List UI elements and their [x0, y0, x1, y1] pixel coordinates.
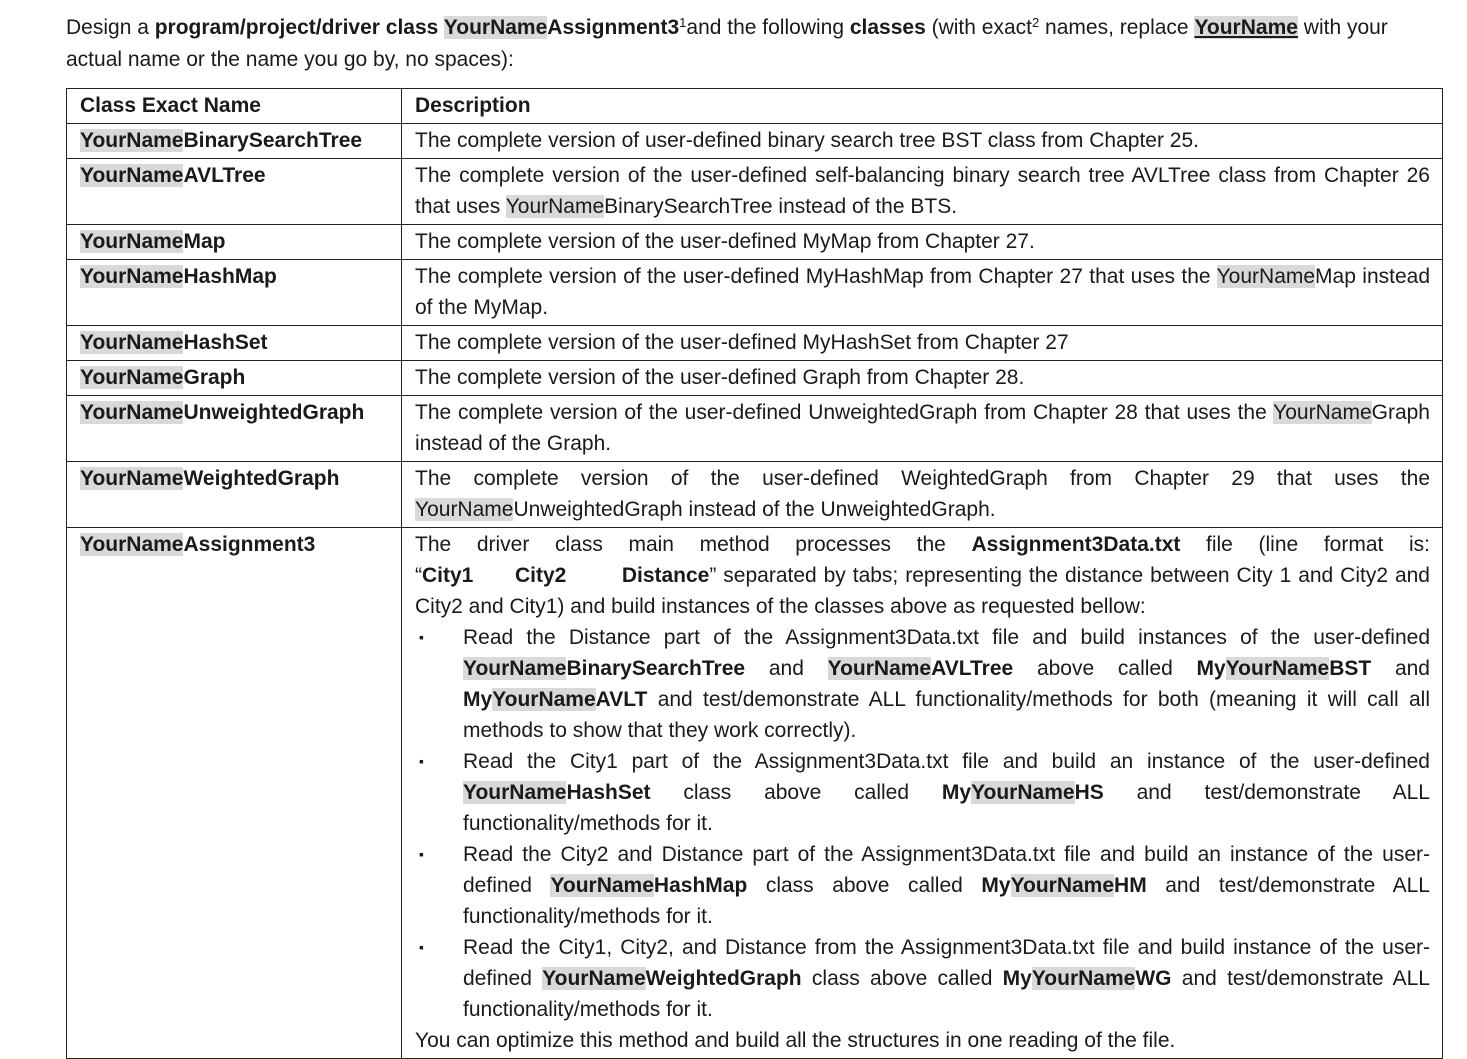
- yourname-highlight: YourName: [1216, 265, 1316, 288]
- yourname-highlight: YourName: [1273, 401, 1372, 424]
- yourname-highlight: YourName: [505, 195, 605, 218]
- description-text: The complete version of the user-defined MyHashMap from Chapter 27 that uses the: [415, 265, 1217, 288]
- class-name-suffix: BinarySearchTree: [183, 129, 363, 152]
- yourname-highlight: YourName: [542, 967, 646, 990]
- item-text: Read the Distance part of the Assignment3Data.txt file and build instances of the user-defined: [463, 626, 1430, 649]
- item-bold: My: [1002, 967, 1032, 990]
- table-row: [67, 260, 1443, 326]
- format-city1: City1: [422, 564, 474, 587]
- description-cell: The complete version of the user-defined MyMap from Chapter 27.: [402, 225, 1443, 260]
- yourname-highlight: YourName: [443, 16, 548, 39]
- table-row: [67, 159, 1443, 225]
- item-text: above called: [1013, 657, 1197, 680]
- item-text: class above called: [801, 967, 1003, 990]
- yourname-highlight: YourName: [550, 874, 654, 897]
- intro-text: Design a: [66, 16, 155, 39]
- class-name-suffix: UnweightedGraph: [183, 401, 365, 424]
- class-name-cell: [67, 396, 402, 462]
- yourname-highlight: YourName: [971, 781, 1075, 804]
- list-item: [415, 839, 1430, 932]
- description-text: UnweightedGraph instead of the UnweightedGraph.: [513, 498, 996, 521]
- driver-intro: [415, 529, 1430, 622]
- description-cell: The complete version of the user-defined Graph from Chapter 28.: [402, 361, 1443, 396]
- table-row: [67, 326, 1443, 361]
- intro-bold-driver: program/project/driver class: [154, 16, 444, 39]
- class-name-suffix: HashSet: [183, 331, 268, 354]
- yourname-highlight: YourName: [463, 657, 567, 680]
- class-name-suffix: Graph: [183, 366, 246, 389]
- description-text: The complete version of the user-defined self-balancing binary search tree AVLTree class from Chapter 26 that uses: [415, 164, 1430, 218]
- item-bold: WeightedGraph: [645, 967, 802, 990]
- item-text: Read the City1, City2, and Distance from the Assignment3Data.txt file and build instance of the user-defined: [463, 936, 1430, 990]
- header-description: Description: [402, 89, 1443, 124]
- item-bold: AVLT: [595, 688, 648, 711]
- class-name-suffix: Map: [183, 230, 226, 253]
- footnote-ref-1: 1: [679, 15, 687, 30]
- table-row: [67, 361, 1443, 396]
- description-cell: [402, 528, 1443, 1059]
- description-text: ” separated by tabs; representing the distance between City 1 and City2 and City2 and City1) and build instances of the classes above as requested bellow:: [415, 564, 1430, 618]
- yourname-highlight: YourName: [492, 688, 596, 711]
- yourname-highlight: YourName: [1031, 967, 1136, 990]
- footnote-ref-2: 2: [1031, 15, 1040, 30]
- table-row: [67, 528, 1443, 1059]
- list-item: [415, 622, 1430, 746]
- class-table: [66, 88, 1443, 1059]
- description-text: Graph instead of the Graph.: [415, 401, 1430, 455]
- format-city2: City2: [514, 564, 567, 587]
- bullet-icon: ▪: [419, 629, 424, 645]
- yourname-highlight: YourName: [80, 467, 184, 490]
- table-row: [67, 225, 1443, 260]
- class-name-cell: [67, 528, 402, 1059]
- class-name-cell: [67, 124, 402, 159]
- item-bold: HM: [1114, 874, 1147, 897]
- item-bold: My: [981, 874, 1011, 897]
- item-bold: HashMap: [653, 874, 748, 897]
- description-cell: [402, 462, 1443, 528]
- intro-paragraph: [66, 12, 1446, 76]
- list-item: [415, 746, 1430, 839]
- item-text: and: [745, 657, 828, 680]
- yourname-highlight: YourName: [80, 533, 184, 556]
- yourname-highlight: YourName: [827, 657, 932, 680]
- description-text: The complete version of the user-defined WeightedGraph from Chapter 29 that uses the: [415, 467, 1430, 490]
- intro-bold-classes: classes: [849, 16, 926, 39]
- class-name-suffix: HashMap: [183, 265, 277, 288]
- intro-text: names, replace: [1039, 16, 1195, 39]
- description-text: The complete version of the user-defined UnweightedGraph from Chapter 28 that uses the: [415, 401, 1274, 424]
- class-name-suffix: WeightedGraph: [183, 467, 340, 490]
- item-bold: AVLTree: [931, 657, 1014, 680]
- header-class-name: Class Exact Name: [67, 89, 402, 124]
- class-name-cell: [67, 361, 402, 396]
- list-item: [415, 932, 1430, 1025]
- item-text: and test/demonstrate ALL functionality/methods for it.: [463, 874, 1430, 928]
- requirements-list: [415, 622, 1430, 1025]
- item-bold: My: [1196, 657, 1226, 680]
- description-cell: [402, 396, 1443, 462]
- item-bold: BinarySearchTree: [566, 657, 746, 680]
- class-name-cell: [67, 225, 402, 260]
- yourname-highlight: YourName: [1010, 874, 1115, 897]
- class-name-cell: [67, 159, 402, 225]
- description-cell: [402, 159, 1443, 225]
- yourname-highlight: YourName: [80, 129, 184, 152]
- item-bold: WG: [1135, 967, 1172, 990]
- yourname-highlight: YourName: [80, 230, 184, 253]
- closing-note: You can optimize this method and build all the structures in one reading of the file.: [415, 1029, 1176, 1052]
- item-bold: My: [941, 781, 972, 804]
- class-name-suffix: Assignment3: [183, 533, 316, 556]
- yourname-highlight: YourName: [463, 781, 567, 804]
- yourname-highlight: YourName: [1225, 657, 1330, 680]
- item-text: class above called: [650, 781, 942, 804]
- item-bold: My: [463, 688, 493, 711]
- yourname-highlight: YourName: [415, 498, 514, 521]
- data-file-name: Assignment3Data.txt: [971, 533, 1181, 556]
- yourname-highlight: YourName: [80, 331, 184, 354]
- intro-text: with your actual name or the name you go by, no spaces):: [66, 16, 1388, 71]
- class-name-cell: [67, 462, 402, 528]
- bullet-icon: ▪: [419, 753, 424, 769]
- item-text: class above called: [747, 874, 982, 897]
- item-text: Read the City2 and Distance part of the Assignment3Data.txt file and build an instance of the user-defined: [463, 843, 1430, 897]
- class-name-cell: [67, 326, 402, 361]
- table-row: [67, 396, 1443, 462]
- description-cell: The complete version of the user-defined MyHashSet from Chapter 27: [402, 326, 1443, 361]
- intro-bold-assignment: Assignment3: [547, 16, 680, 39]
- item-text: Read the City1 part of the Assignment3Data.txt file and build an instance of the user-defined: [463, 750, 1430, 773]
- table-header-row: [67, 89, 1443, 124]
- class-name-cell: [67, 260, 402, 326]
- table-row: [67, 124, 1443, 159]
- description-text: file (line format is: “: [415, 533, 1430, 587]
- yourname-highlight: YourName: [80, 366, 184, 389]
- description-cell: The complete version of user-defined binary search tree BST class from Chapter 25.: [402, 124, 1443, 159]
- bullet-icon: ▪: [419, 939, 424, 955]
- item-bold: HashSet: [566, 781, 651, 804]
- item-bold: BST: [1329, 657, 1372, 680]
- item-text: and test/demonstrate ALL functionality/methods for it.: [463, 967, 1430, 1021]
- item-bold: HS: [1074, 781, 1104, 804]
- item-text: and: [1371, 657, 1430, 680]
- format-distance: Distance: [621, 564, 710, 587]
- description-text: The driver class main method processes the: [415, 533, 972, 556]
- class-name-suffix: AVLTree: [183, 164, 266, 187]
- intro-text: and the following: [686, 16, 850, 39]
- item-text: and test/demonstrate ALL functionality/methods for both (meaning it will call all methods to show that they work correctly).: [463, 688, 1430, 742]
- description-text: Map instead of the MyMap.: [415, 265, 1430, 319]
- intro-text: (with exact: [925, 16, 1032, 39]
- bullet-icon: ▪: [419, 846, 424, 862]
- yourname-highlight: YourName: [80, 401, 184, 424]
- description-text: BinarySearchTree instead of the BTS.: [604, 195, 958, 218]
- yourname-highlight: YourName: [80, 265, 184, 288]
- item-text: and test/demonstrate ALL functionality/methods for it.: [463, 781, 1430, 835]
- table-row: [67, 462, 1443, 528]
- yourname-underlined: YourName: [1194, 16, 1298, 39]
- description-cell: [402, 260, 1443, 326]
- yourname-highlight: YourName: [80, 164, 184, 187]
